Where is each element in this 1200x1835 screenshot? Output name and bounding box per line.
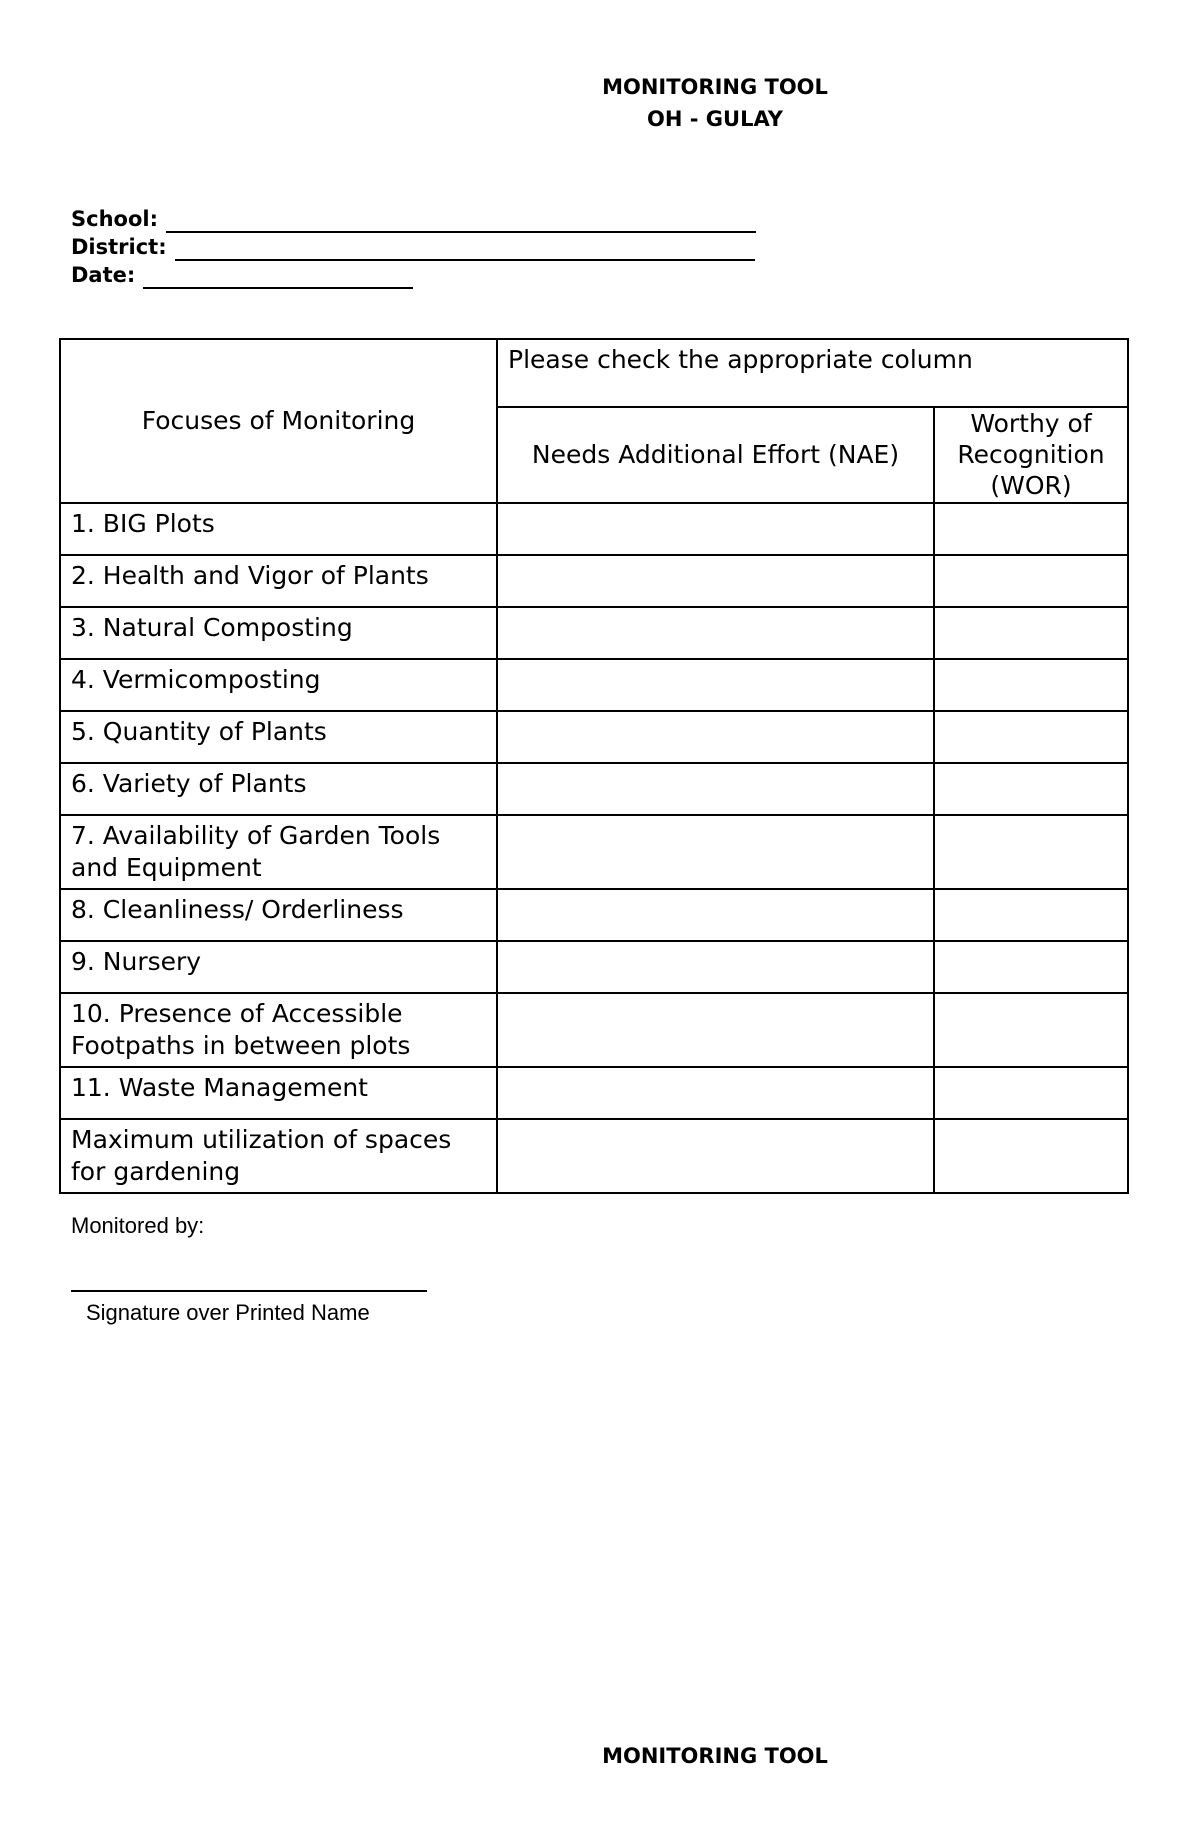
school-blank-line[interactable] [166,211,756,233]
nae-check-cell[interactable] [497,941,934,993]
table-row [60,607,1128,659]
wor-header-line1: Worthy of [970,409,1092,438]
table-row [60,1067,1128,1119]
nae-check-cell[interactable] [497,889,934,941]
focus-item: 6. Variety of Plants [60,763,497,815]
nae-check-cell[interactable] [497,503,934,555]
wor-check-cell[interactable] [934,1067,1128,1119]
document-title: MONITORING TOOL [602,75,828,99]
table-row [60,659,1128,711]
table-row [60,503,1128,555]
focus-item: 3. Natural Composting [60,607,497,659]
table-row [60,555,1128,607]
district-label: District: [71,235,167,259]
wor-check-cell[interactable] [934,889,1128,941]
focus-item: 7. Availability of Garden Tools and Equipment [60,815,497,889]
wor-check-cell[interactable] [934,1119,1128,1193]
monitored-by-label: Monitored by: [71,1213,205,1238]
wor-check-cell[interactable] [934,659,1128,711]
document-subtitle: OH - GULAY [647,107,783,131]
wor-header [934,407,1128,503]
focus-item: 9. Nursery [60,941,497,993]
focus-item: 4. Vermicomposting [60,659,497,711]
date-field [71,262,413,289]
signature-line[interactable] [71,1290,427,1292]
table-row [60,1119,1128,1193]
table-row [60,763,1128,815]
focus-header: Focuses of Monitoring [60,339,497,503]
table-row [60,711,1128,763]
nae-check-cell[interactable] [497,1067,934,1119]
school-field [71,206,756,233]
date-label: Date: [71,263,136,287]
focus-item: 11. Waste Management [60,1067,497,1119]
signature-label: Signature over Printed Name [86,1300,370,1325]
wor-check-cell[interactable] [934,607,1128,659]
wor-check-cell[interactable] [934,763,1128,815]
instruction-header: Please check the appropriate column [497,339,1128,407]
focus-item: Maximum utilization of spaces for gardening [60,1119,497,1193]
wor-header-line3: (WOR) [990,471,1072,500]
wor-check-cell[interactable] [934,555,1128,607]
wor-check-cell[interactable] [934,815,1128,889]
wor-check-cell[interactable] [934,993,1128,1067]
nae-check-cell[interactable] [497,555,934,607]
focus-item: 1. BIG Plots [60,503,497,555]
nae-header: Needs Additional Effort (NAE) [497,407,934,503]
wor-header-line2: Recognition [957,440,1105,469]
focus-item: 8. Cleanliness/ Orderliness [60,889,497,941]
table-row [60,993,1128,1067]
nae-check-cell[interactable] [497,659,934,711]
focus-item: 5. Quantity of Plants [60,711,497,763]
nae-check-cell[interactable] [497,711,934,763]
district-blank-line[interactable] [175,239,755,261]
nae-check-cell[interactable] [497,607,934,659]
wor-check-cell[interactable] [934,503,1128,555]
wor-check-cell[interactable] [934,711,1128,763]
table-row [60,815,1128,889]
school-label: School: [71,207,158,231]
district-field [71,234,755,261]
table-row [60,941,1128,993]
nae-check-cell[interactable] [497,815,934,889]
focus-item: 10. Presence of Accessible Footpaths in between plots [60,993,497,1067]
nae-check-cell[interactable] [497,993,934,1067]
focus-item: 2. Health and Vigor of Plants [60,555,497,607]
next-page-title: MONITORING TOOL [602,1744,828,1768]
monitoring-table [59,338,1129,1194]
wor-check-cell[interactable] [934,941,1128,993]
nae-check-cell[interactable] [497,763,934,815]
nae-check-cell[interactable] [497,1119,934,1193]
table-row [60,889,1128,941]
date-blank-line[interactable] [143,267,413,289]
